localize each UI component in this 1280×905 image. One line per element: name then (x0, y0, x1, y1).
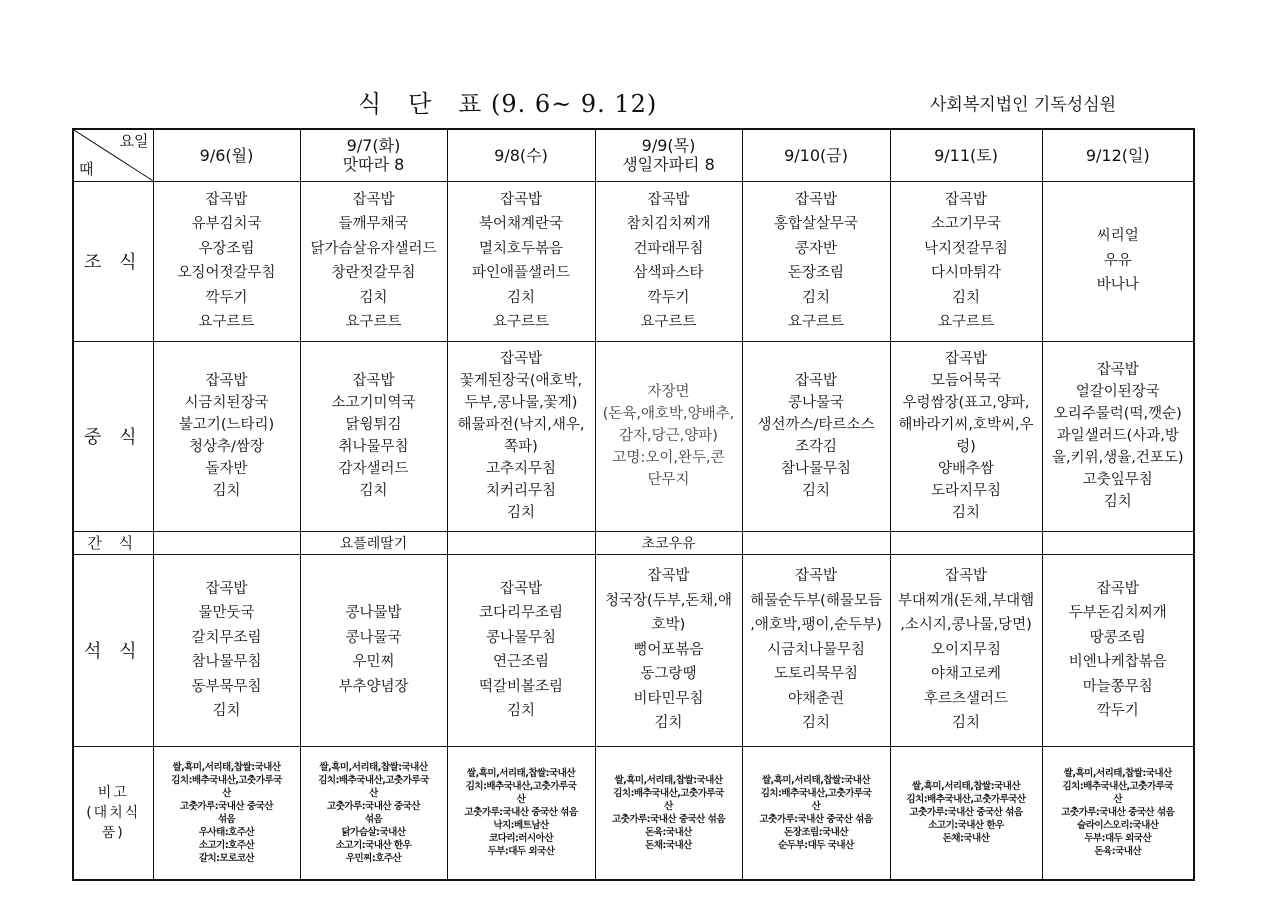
breakfast-item: 참치김치찌개 (626, 216, 711, 232)
lunch-item: 울,키위,생율,건포도) (1051, 450, 1184, 466)
dinner-item: 참나물무침 (191, 654, 262, 670)
dinner-item: 야채고로케 (930, 666, 1002, 683)
breakfast-cell-0 (153, 181, 300, 341)
breakfast-cell-5 (890, 181, 1042, 341)
notes-item: 돈육:국내산 (645, 826, 692, 838)
breakfast-item: 창란젓갈무침 (331, 265, 416, 281)
breakfast-item: 소고기무국 (930, 216, 1002, 232)
dinner-item: 잡곡밥 (647, 568, 690, 585)
lunch-item: 잡곡밥 (944, 351, 988, 367)
breakfast-item: 잡곡밥 (499, 191, 543, 208)
lunch-item: 잡곡밥 (1096, 362, 1139, 378)
breakfast-cell-2 (447, 181, 595, 341)
lunch-item: 단무지 (647, 472, 690, 488)
lunch-item: 렁) (956, 439, 976, 455)
lunch-item: 조각김 (794, 439, 838, 455)
notes-item: 쌀,흑미,서리태,찹쌀:국내산 (761, 774, 871, 786)
notes-item: 두부:대두 외국산 (1084, 833, 1152, 845)
lunch-item: 양배추쌈 (937, 461, 995, 477)
notes-cell-0 (153, 746, 300, 880)
notes-item: 고춧가루:국내산 중국산 섞음 (1061, 807, 1175, 819)
dinner-item: 청국장(두부,돈채,애 (605, 592, 732, 609)
header-row (73, 129, 1194, 181)
lunch-item: 감자,당근,양파) (619, 428, 718, 444)
dinner-item: 김치 (506, 703, 535, 719)
dinner-row (73, 554, 1194, 746)
notes-item: 슬라이스오리:국내산 (1077, 820, 1159, 832)
notes-cell-4 (742, 746, 890, 880)
dinner-item: ,애호박,팽이,순두부) (750, 617, 882, 634)
snack-cell-3: 초코우유 (595, 531, 742, 554)
lunch-item: 김치 (506, 505, 535, 521)
snack-cell-0 (153, 531, 300, 554)
day-header-4 (742, 129, 890, 181)
dinner-cell-3 (595, 554, 742, 746)
dinner-item: 떡갈비볼조림 (478, 678, 564, 695)
dinner-item: 마늘쫑무침 (1082, 678, 1153, 695)
breakfast-item: 삼색파스타 (633, 265, 704, 281)
dinner-item: 콩나물국 (345, 629, 402, 646)
day-date: 9/9(목) (641, 136, 696, 156)
lunch-item: 얼갈이된장국 (1075, 384, 1160, 400)
dinner-item: 콩나물밥 (345, 605, 402, 621)
notes-item: 고춧가루:국내산 중국산 (327, 800, 420, 812)
dinner-item: 동그랑땡 (640, 666, 697, 683)
dinner-item: 잡곡밥 (1096, 580, 1139, 597)
day-date: 9/6(월) (199, 145, 254, 165)
lunch-row (73, 341, 1194, 531)
notes-item: 섞음 (364, 813, 383, 825)
dinner-item: 우민찌 (352, 654, 395, 670)
dinner-item: 물만둣국 (198, 605, 255, 621)
dinner-item: 도토리묵무침 (773, 666, 859, 683)
lunch-item: 잡곡밥 (794, 373, 838, 389)
dinner-item: 깍두기 (1096, 703, 1139, 719)
lunch-item: 생선까스/타르소스 (757, 417, 875, 433)
dinner-item: 부대찌개(돈채,부대햄 (897, 592, 1035, 609)
notes-item: 산 (516, 794, 526, 806)
lunch-cell-6 (1042, 341, 1194, 531)
day-header-1 (300, 129, 447, 181)
notes-item: 쌀,흑미,서리태,찹쌀:국내산 (466, 768, 576, 780)
day-date: 9/10(금) (784, 145, 848, 165)
breakfast-item: 잡곡밥 (647, 191, 690, 208)
dinner-item: 잡곡밥 (499, 580, 543, 597)
notes-cell-6 (1042, 746, 1194, 880)
lunch-cell-1 (300, 341, 447, 531)
breakfast-cell-4 (742, 181, 890, 341)
snack-cell-4 (742, 531, 890, 554)
day-event: 생일자파티 8 (622, 155, 715, 175)
dinner-item: 잡곡밥 (794, 568, 838, 585)
breakfast-item: 요구르트 (345, 314, 402, 330)
notes-item: 돈장조림:국내산 (783, 826, 849, 838)
lunch-item: 도라지무침 (930, 483, 1002, 499)
notes-item: 코다리:러시아산 (488, 833, 554, 845)
notes-item: 고춧가루:국내산 중국산 (180, 800, 273, 812)
snack-cell-5 (890, 531, 1042, 554)
dinner-cell-2 (447, 554, 595, 746)
notes-item: 갈치:모로코산 (198, 852, 255, 864)
dinner-item: 오이지무침 (930, 641, 1002, 658)
dinner-cell-6 (1042, 554, 1194, 746)
dinner-item: 코다리무조림 (478, 605, 564, 621)
lunch-item: 청상추/쌈장 (189, 439, 264, 455)
dinner-item: 비엔나케찹볶음 (1068, 654, 1167, 670)
breakfast-item: 홍합살살무국 (773, 216, 859, 232)
organization-name: 사회복지법인 기독성심원 (930, 95, 1117, 115)
lunch-item: 해물파전(낙지,새우, (457, 417, 585, 433)
dinner-item: 김치 (654, 715, 683, 732)
notes-item: 쌀,흑미,서리태,찹쌀:국내산 (172, 761, 281, 773)
dinner-item: 후르츠샐러드 (923, 690, 1009, 707)
lunch-item: 김치 (951, 505, 980, 521)
lunch-item: 돌자반 (205, 461, 248, 477)
dinner-cell-4 (742, 554, 890, 746)
day-date: 9/8(수) (494, 145, 548, 165)
breakfast-item: 요구르트 (937, 314, 995, 330)
lunch-item: 잡곡밥 (499, 351, 543, 367)
lunch-item: 잡곡밥 (352, 373, 395, 389)
lunch-item: 소고기미역국 (331, 395, 416, 411)
menu-table (72, 128, 1195, 881)
breakfast-item: 잡곡밥 (352, 191, 395, 208)
dinner-item: 갈치무조림 (191, 629, 262, 646)
lunch-item: 잡곡밥 (205, 373, 248, 389)
notes-label (73, 746, 153, 880)
breakfast-item: 닭가슴살유자샐러드 (310, 240, 437, 257)
notes-item: 돈채:국내산 (645, 839, 692, 851)
lunch-item: 감자샐러드 (338, 461, 409, 477)
day-header-3 (595, 129, 742, 181)
dinner-item: 콩나물무침 (485, 629, 557, 646)
lunch-cell-3 (595, 341, 742, 531)
breakfast-item: 잡곡밥 (794, 191, 838, 208)
day-event: 맛따라 8 (342, 155, 405, 175)
breakfast-item: 유부김치국 (191, 216, 262, 232)
lunch-item: 과일샐러드(사과,방 (1056, 428, 1179, 444)
breakfast-row (73, 181, 1194, 341)
lunch-item: 고춧잎무침 (1082, 472, 1153, 488)
lunch-item: 쪽파) (504, 439, 538, 455)
breakfast-item: 바나나 (1096, 277, 1139, 294)
notes-item: 고춧가루:국내산 중국산 섞음 (611, 813, 726, 825)
lunch-cell-5 (890, 341, 1042, 531)
notes-cell-1 (300, 746, 447, 880)
notes-item: 돈육:국내산 (1094, 846, 1142, 858)
breakfast-item: 돈장조림 (787, 265, 845, 281)
breakfast-item: 김치 (951, 289, 980, 306)
dinner-item: 땅콩조림 (1089, 629, 1146, 646)
breakfast-item: 낙지젓갈무침 (923, 240, 1009, 257)
notes-item: 쌀,흑미,서리태,찹쌀:국내산 (614, 774, 723, 786)
breakfast-item: 콩자반 (794, 240, 838, 257)
breakfast-item: 요구르트 (787, 314, 845, 330)
notes-item: 소고기:호주산 (198, 839, 255, 851)
notes-item: 김치:배추국내산,고춧가루국 (760, 787, 872, 799)
day-header-2 (447, 129, 595, 181)
notes-item: 김치:배추국내산,고춧가루국 (465, 781, 577, 793)
notes-item: 우사태:호주산 (198, 826, 255, 838)
breakfast-item: 북어채계란국 (478, 216, 564, 232)
notes-cell-2 (447, 746, 595, 880)
breakfast-cell-1 (300, 181, 447, 341)
lunch-item: 김치 (359, 483, 388, 499)
dinner-item: 김치 (951, 715, 980, 732)
lunch-item: 꽃게된장국(애호박, (459, 373, 583, 389)
lunch-item: 김치 (1103, 494, 1132, 510)
lunch-item: 참나물무침 (780, 461, 852, 477)
notes-item: 고춧가루:국내산 중국산 섞음 (464, 807, 578, 819)
lunch-item: 모듬어묵국 (930, 373, 1002, 389)
dinner-label: 석 식 (73, 554, 153, 746)
notes-item: 산 (222, 787, 231, 799)
dinner-item: 뻥어포볶음 (633, 641, 704, 658)
lunch-item: 해바라기씨,호박씨,우 (898, 417, 1034, 433)
lunch-item: 김치 (801, 483, 830, 499)
breakfast-item: 오징어젓갈무침 (177, 265, 276, 281)
notes-item: 김치:배추국내산,고춧가루국 (171, 774, 282, 786)
lunch-item: 치커리무침 (485, 483, 557, 499)
lunch-item: 우렁쌈장(표고,양파, (902, 395, 1030, 411)
breakfast-cell-3 (595, 181, 742, 341)
breakfast-item: 깍두기 (647, 289, 690, 306)
lunch-item: 고추지무침 (485, 461, 557, 477)
snack-cell-1: 요플레딸기 (300, 531, 447, 554)
breakfast-item: 잡곡밥 (944, 191, 988, 208)
day-header-5 (890, 129, 1042, 181)
notes-item: 닭가슴살:국내산 (341, 826, 406, 838)
breakfast-item: 깍두기 (205, 289, 248, 306)
notes-label-line2: (대치식품) (86, 804, 141, 841)
breakfast-item: 요구르트 (640, 314, 697, 330)
lunch-item: 불고기(느타리) (178, 417, 275, 433)
notes-item: 김치:배추국내산,고춧가루국 (1062, 781, 1174, 793)
corner-cell (73, 129, 153, 181)
dinner-item: 시금치나물무침 (766, 641, 866, 658)
notes-item: 고춧가루:국내산 중국산 섞음 (909, 807, 1023, 819)
notes-cell-5 (890, 746, 1042, 880)
day-header-6 (1042, 129, 1194, 181)
notes-item: 산 (811, 800, 821, 812)
notes-item: 산 (664, 800, 673, 812)
breakfast-item: 우유 (1103, 252, 1132, 269)
dinner-item: 김치 (801, 715, 830, 732)
breakfast-item: 씨리얼 (1096, 228, 1139, 245)
notes-cell-3 (595, 746, 742, 880)
snack-cell-6 (1042, 531, 1194, 554)
breakfast-item: 다시마튀각 (930, 265, 1002, 281)
dinner-item: 호박) (651, 617, 686, 634)
lunch-item: 취나물무침 (338, 439, 409, 455)
dinner-cell-5 (890, 554, 1042, 746)
notes-item: 순두부:대두 국내산 (778, 839, 854, 851)
lunch-cell-2 (447, 341, 595, 531)
lunch-cell-4 (742, 341, 890, 531)
dinner-item: 두부돈김치찌개 (1068, 605, 1167, 621)
dinner-item: 김치 (212, 703, 241, 719)
breakfast-item: 파인애플샐러드 (471, 265, 571, 281)
notes-item: 쌀,흑미,서리태,찹쌀:국내산 (1063, 768, 1172, 780)
dinner-item: 동부묵무침 (191, 678, 262, 695)
breakfast-cell-6 (1042, 181, 1194, 341)
lunch-item: 콩나물국 (787, 395, 845, 411)
breakfast-item: 건파래무침 (633, 240, 704, 257)
lunch-cell-0 (153, 341, 300, 531)
dinner-item: 잡곡밥 (205, 580, 248, 597)
lunch-item: 두부,콩나물,꽃게) (464, 395, 578, 411)
notes-item: 우민찌:호주산 (345, 852, 402, 864)
notes-item: 섞음 (217, 813, 236, 825)
notes-item: 돈채:국내산 (942, 833, 990, 845)
corner-label-time: 때 (79, 159, 94, 178)
lunch-item: 닭윙튀김 (345, 417, 402, 433)
snack-cell-2 (447, 531, 595, 554)
notes-item: 산 (1113, 794, 1123, 806)
breakfast-label: 조 식 (73, 181, 153, 341)
lunch-item: 김치 (212, 483, 241, 499)
breakfast-item: 요구르트 (492, 314, 550, 330)
notes-item: 낙지:베트남산 (493, 820, 549, 832)
corner-label-day: 요일 (119, 132, 149, 150)
lunch-label: 중 식 (73, 341, 153, 531)
day-header-0 (153, 129, 300, 181)
snack-label: 간 식 (73, 531, 153, 554)
notes-label-line1: 비고 (97, 784, 129, 801)
breakfast-item: 잡곡밥 (205, 191, 248, 208)
page-title: 식 단 표 (9. 6~ 9. 12) (358, 90, 658, 118)
lunch-item: 오리주물럭(떡,깻순) (1053, 406, 1182, 422)
breakfast-item: 들깨무채국 (338, 216, 409, 232)
dinner-item: 야채춘권 (787, 690, 845, 707)
lunch-item: 자장면 (647, 384, 690, 400)
notes-item: 김치:배추국내산,고춧가루국 (318, 774, 429, 786)
notes-item: 소고기:국내산 한우 (335, 839, 412, 851)
notes-item: 두부:대두 외국산 (487, 846, 555, 858)
notes-item: 산 (369, 787, 378, 799)
lunch-item: (돈육,애호박,양배추, (602, 406, 735, 422)
notes-item: 김치:배추국내산,고춧가루국산 (906, 794, 1026, 806)
dinner-item: 해물순두부(해물모듬 (750, 592, 882, 609)
day-date: 9/7(화) (346, 136, 401, 156)
notes-item: 쌀,흑미,서리태,찹쌀:국내산 (319, 761, 428, 773)
dinner-cell-0 (153, 554, 300, 746)
notes-row (73, 746, 1194, 880)
dinner-item: 연근조림 (492, 654, 550, 670)
breakfast-item: 우장조림 (198, 240, 255, 257)
snack-row (73, 531, 1194, 554)
day-date: 9/12(일) (1085, 145, 1150, 165)
breakfast-item: 김치 (359, 289, 388, 306)
notes-item: 고춧가루:국내산 중국산 섞음 (759, 813, 873, 825)
dinner-item: 부추양념장 (338, 678, 409, 695)
day-date: 9/11(토) (934, 145, 998, 165)
notes-item: 소고기:국내산 한우 (928, 820, 1004, 832)
notes-item: 김치:배추국내산,고춧가루국 (613, 787, 724, 799)
dinner-item: 비타민무침 (633, 690, 704, 707)
dinner-item: 잡곡밥 (944, 568, 988, 585)
breakfast-item: 김치 (801, 289, 830, 306)
notes-item: 쌀,흑미,서리태,찹쌀:국내산 (911, 781, 1021, 793)
lunch-item: 시금치된장국 (184, 395, 269, 411)
lunch-item: 고명:오이,완두,콘 (612, 450, 725, 466)
breakfast-item: 요구르트 (198, 314, 255, 330)
dinner-item: ,소시지,콩나물,당면) (900, 617, 1032, 634)
breakfast-item: 멸치호두볶음 (478, 240, 564, 257)
dinner-cell-1 (300, 554, 447, 746)
breakfast-item: 김치 (506, 289, 535, 306)
